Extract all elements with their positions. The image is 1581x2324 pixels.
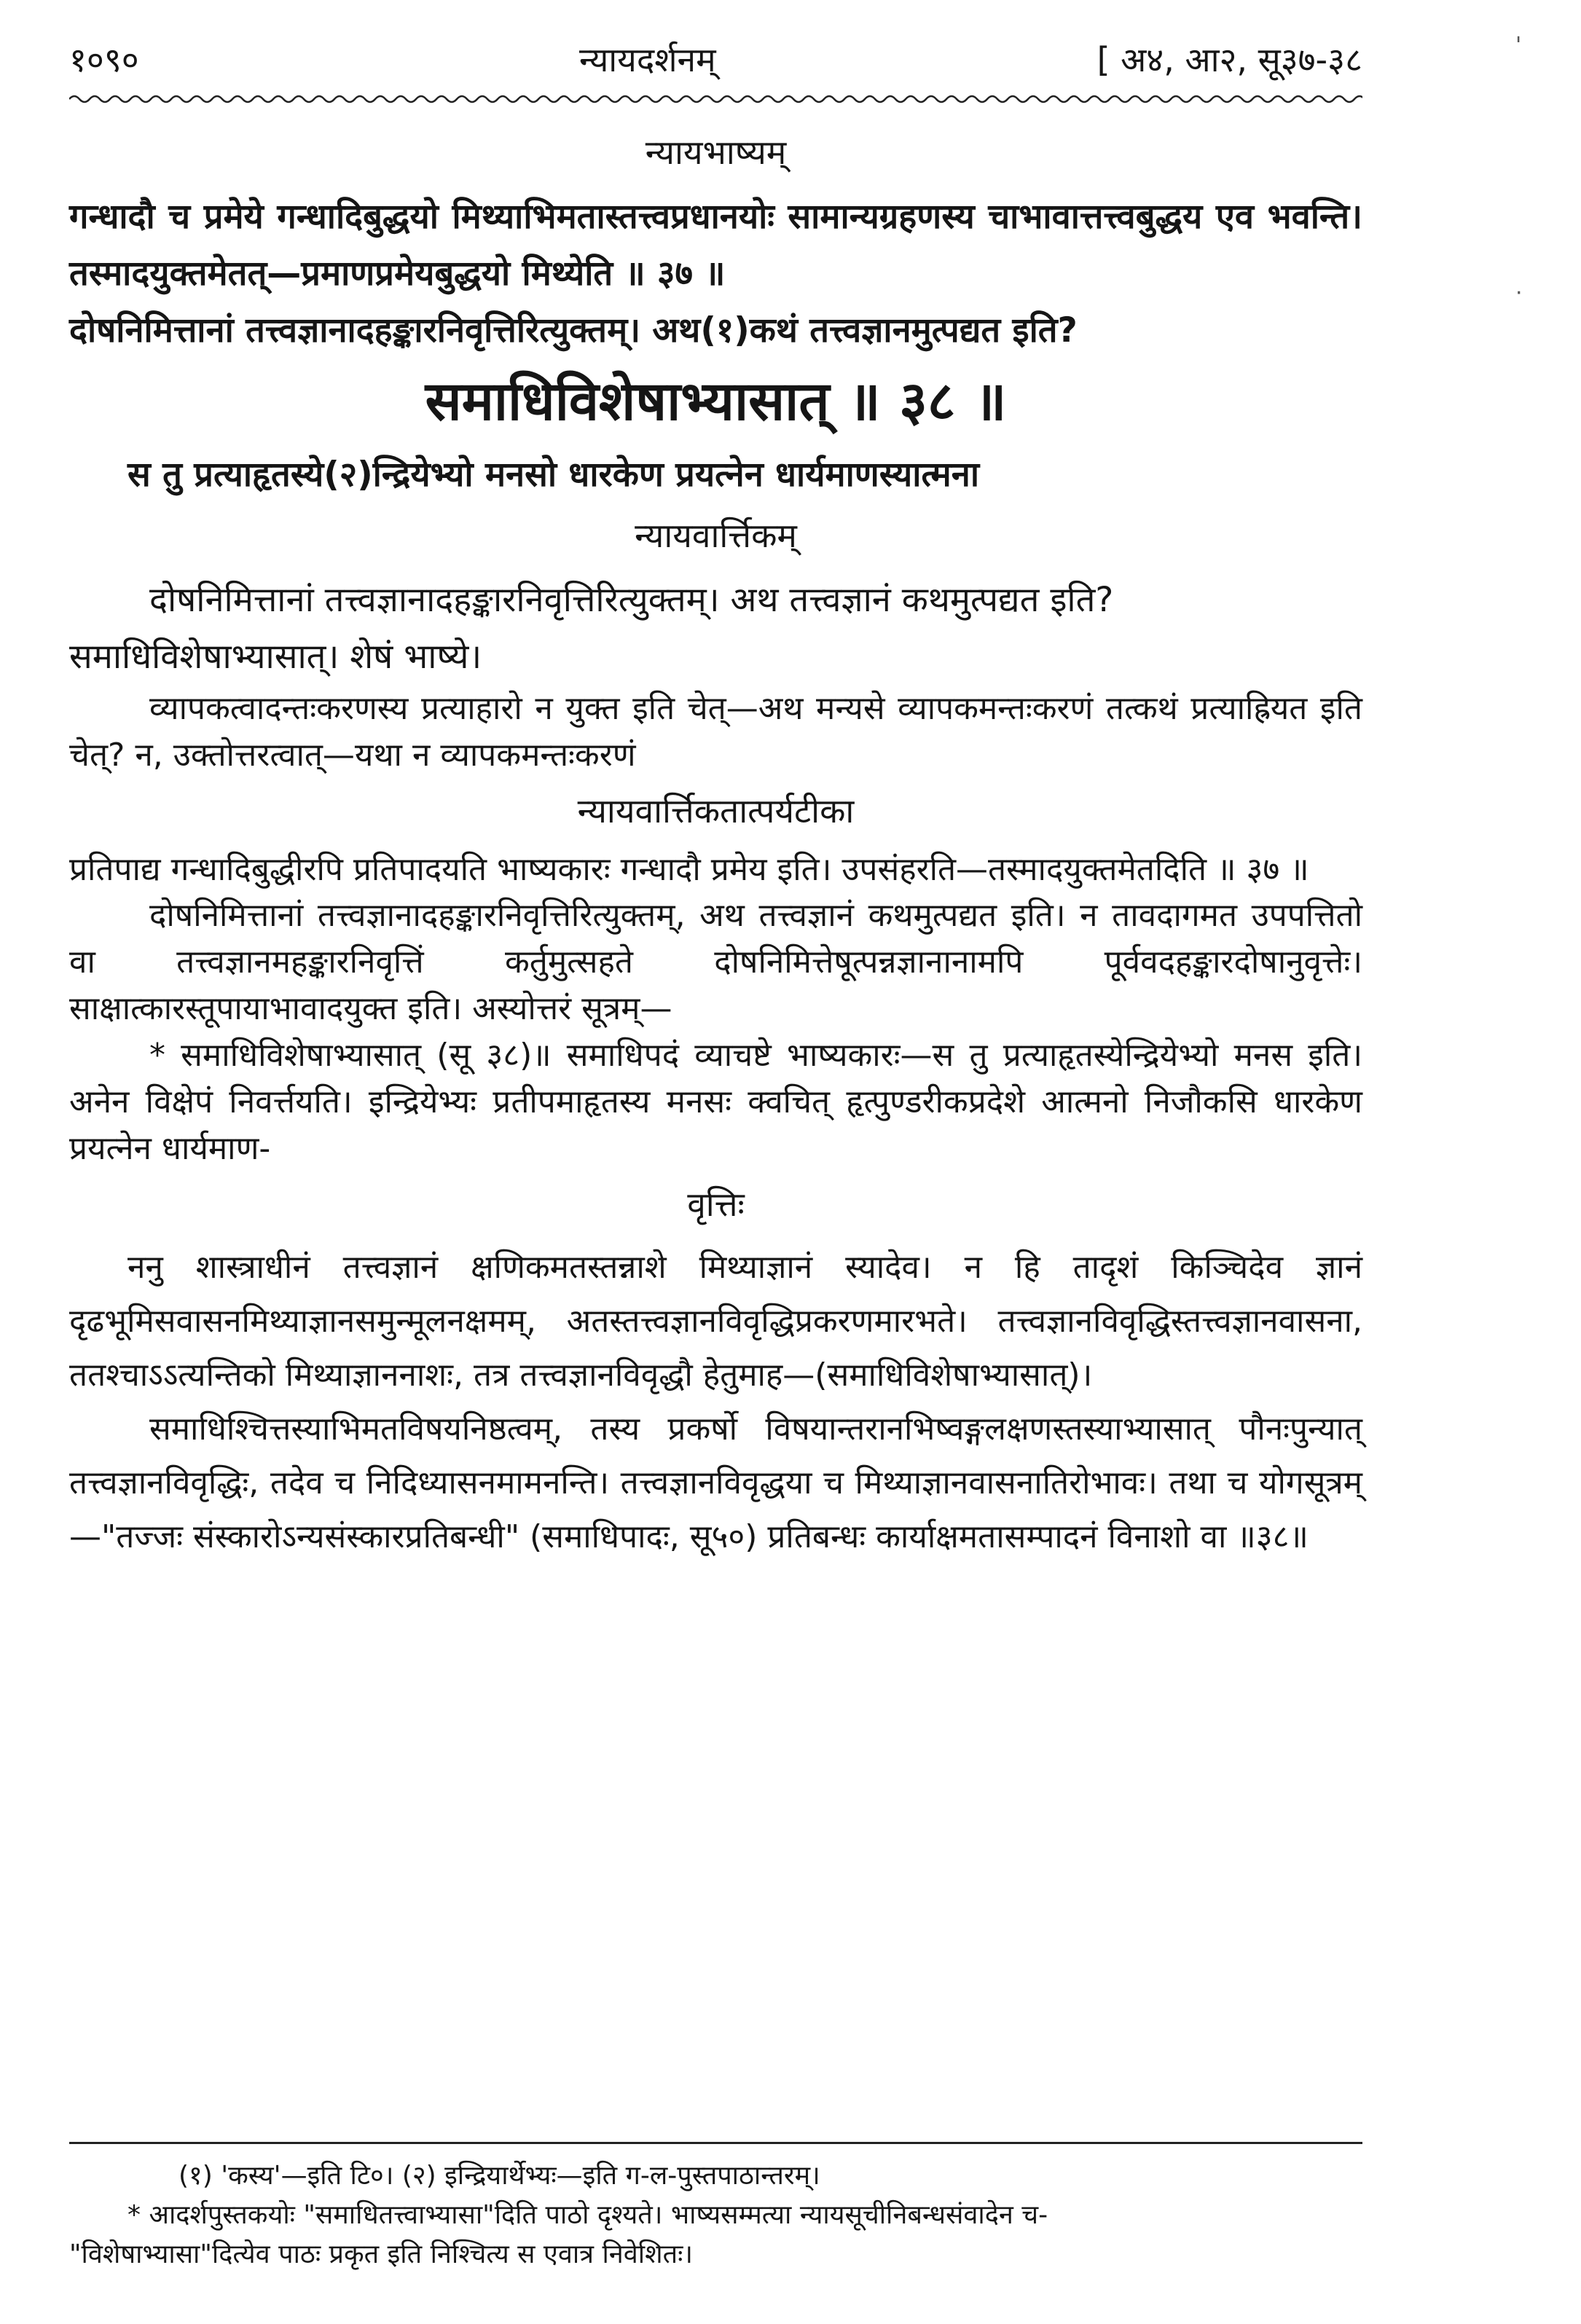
- vritti-paragraph-2: समाधिश्चित्तस्याभिमतविषयनिष्ठत्वम्, तस्य प्रकर्षो विषयान्तरानभिष्वङ्गलक्षणस्तस्याभ्यासात् पौनःपुन्यात् तत्त्वज्ञानविवृद्धिः, तदेव च निदिध्यासनमामनन्ति। तत्त्वज्ञानविवृद्धया च मिथ्याज्ञानवासनातिरोभावः। तथा च योगसूत्रम्—"तज्जः संस्कारोऽन्यसंस्कारप्रतिबन्धी" (समाधिपादः, सू५०) प्रतिबन्धः कार्याक्षमतासम्पादनं विनाशो वा ॥३८॥: [69, 1410, 1362, 1555]
- vartika-paragraph-1: दोषनिमित्तानां तत्त्वज्ञानादहङ्कारनिवृत्तिरित्युक्तम्। अथ तत्त्वज्ञानं कथमुत्पद्यत इति?: [149, 580, 1114, 620]
- section-heading-tika: न्यायवार्त्तिकतात्पर्यटीका: [577, 791, 855, 831]
- footnote-3: "विशेषाभ्यासा"दित्येव पाठः प्रकृत इति निश्चित्य स एवात्र निवेशितः।: [69, 2239, 694, 2269]
- vritti-paragraph-1: ननु शास्त्राधीनं तत्त्वज्ञानं क्षणिकमतस्तन्नाशे मिथ्याज्ञानं स्यादेव। न हि तादृशं किञ्चिदेव ज्ञानं दृढभूमिसवासनमिथ्याज्ञानसमुन्मूलनक्षमम्, अतस्तत्त्वज्ञानविवृद्धिप्रकरणमारभते। तत्त्वज्ञानविवृद्धिस्तत्त्वज्ञानवासना, ततश्चाऽऽत्यन्तिको मिथ्याज्ञाननाशः, तत्र तत्त्वज्ञानविवृद्धौ हेतुमाह—(समाधिविशेषाभ्यासात्)।: [69, 1249, 1362, 1394]
- vritti-section: [69, 1181, 1362, 1564]
- vartika-section: [69, 512, 1362, 779]
- footnote-1: (१) 'कस्य'—इति टि०। (२) इन्द्रियार्थेभ्यः—इति ग-ल-पुस्तपाठान्तरम्।: [178, 2161, 820, 2191]
- vartika-paragraph-3: व्यापकत्वादन्तःकरणस्य प्रत्याहारो न युक्त इति चेत्—अथ मन्यसे व्यापकमन्तःकरणं तत्कथं प्रत्याह्रियत इति चेत्? न, उक्तोत्तरत्वात्—यथा न व्यापकमन्तःकरणं: [69, 690, 1362, 774]
- vartika-paragraph-2: समाधिविशेषाभ्यासात्। शेषं भाष्ये।: [69, 637, 482, 677]
- running-title: न्यायदर्शनम्: [579, 40, 716, 79]
- sutra-text: समाधिविशेषाभ्यासात् ॥ ३८ ॥: [425, 370, 1007, 433]
- section-heading-bhashya: न्यायभाष्यम्: [645, 133, 787, 172]
- footnotes: [69, 2156, 1362, 2274]
- page-number: १०९०: [69, 40, 139, 79]
- tika-paragraph-2: दोषनिमित्तानां तत्त्वज्ञानादहङ्कारनिवृत्तिरित्युक्तम्, अथ तत्त्वज्ञानं कथमुत्पद्यत इति। न तावदागमत उपपत्तितो वा तत्त्वज्ञानमहङ्कारनिवृत्तिं कर्तुमुत्सहते दोषनिमित्तेषूत्पन्नज्ञानानामपि पूर्ववदहङ्कारदोषानुवृत्तेः। साक्षात्कारस्तूपायाभावादयुक्त इति। अस्योत्तरं सूत्रम्—: [69, 897, 1362, 1027]
- tika-paragraph-3: * समाधिविशेषाभ्यासात् (सू ३८)॥ समाधिपदं व्याचष्टे भाष्यकारः—स तु प्रत्याहृतस्येन्द्रियेभ्यो मनस इति। अनेन विक्षेपं निवर्त्तयति। इन्द्रियेभ्यः प्रतीपमाहृतस्य मनसः क्वचित् हृत्पुण्डरीकप्रदेशे आत्मनो निजौकसि धारकेण प्रयत्नेन धार्यमाण-: [69, 1037, 1362, 1167]
- margin-mark-1: ': [1515, 33, 1522, 58]
- bhashya-paragraph-3: स तु प्रत्याहृतस्ये(२)न्द्रियेभ्यो मनसो धारकेण प्रयत्नेन धार्यमाणस्यात्मना: [128, 455, 980, 495]
- bhashya-section: [69, 129, 1362, 503]
- page-header: [69, 36, 1362, 87]
- margin-mark-2: ·: [1515, 280, 1523, 306]
- main-text: [69, 120, 1362, 1564]
- footnote-divider: [69, 2142, 1362, 2144]
- section-heading-vritti: वृत्तिः: [687, 1185, 745, 1224]
- footnote-2: * आदर्शपुस्तकयोः "समाधितत्त्वाभ्यासा"दिति पाठो दृश्यते। भाष्यसम्मत्या न्यायसूचीनिबन्धसंवादेन च-: [128, 2200, 1048, 2230]
- header-wavy-rule: [69, 91, 1362, 107]
- section-heading-vartika: न्यायवार्त्तिकम्: [635, 516, 797, 555]
- tika-paragraph-1: प्रतिपाद्य गन्धादिबुद्धीरपि प्रतिपादयति भाष्यकारः गन्धादौ प्रमेय इति। उपसंहरति—तस्मादयुक्तमेतदिति ॥ ३७ ॥: [69, 851, 1309, 888]
- chapter-reference: [ अ४, आ२, सू३७-३८: [1096, 40, 1362, 79]
- bhashya-paragraph-2: दोषनिमित्तानां तत्त्वज्ञानादहङ्कारनिवृत्तिरित्युक्तम्। अथ(१)कथं तत्त्वज्ञानमुत्पद्यत इति?: [69, 310, 1078, 350]
- bhashya-paragraph-1: गन्धादौ च प्रमेये गन्धादिबुद्धयो मिथ्याभिमतास्तत्त्वप्रधानयोः सामान्यग्रहणस्य चाभावात्तत्त्वबुद्धय एव भवन्ति। तस्मादयुक्तमेतत्—प्रमाणप्रमेयबुद्धयो मिथ्येति ॥ ३७ ॥: [69, 197, 1362, 294]
- tika-section: [69, 788, 1362, 1172]
